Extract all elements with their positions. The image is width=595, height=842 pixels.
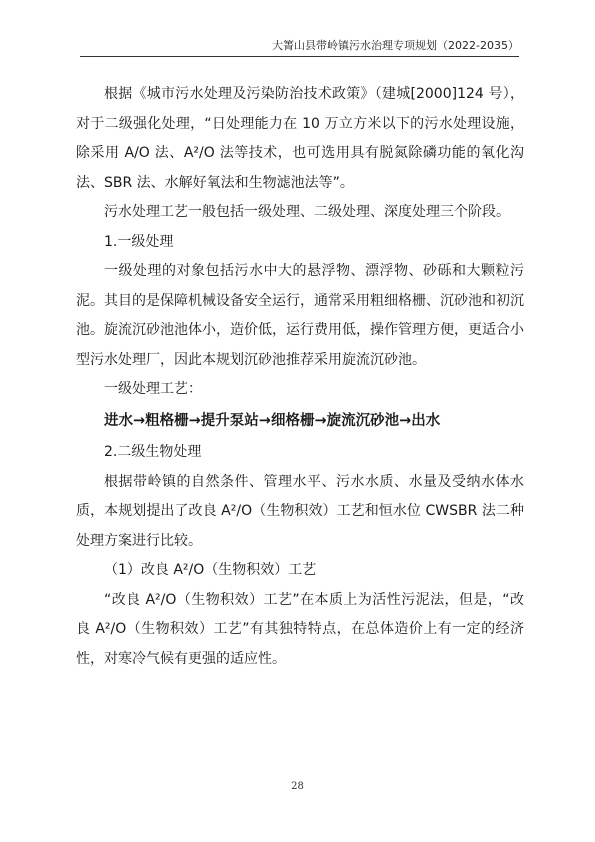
page-header (80, 38, 519, 57)
heading-primary-treatment: 1.一级处理 (104, 233, 174, 250)
header-title: 大箐山县带岭镇污水治理专项规划（2022-2035） (272, 39, 519, 52)
page-number: 28 (291, 781, 304, 792)
heading-a2o-process: （1）改良 A²/O（生物积效）工艺 (104, 562, 317, 578)
paragraph-a2o-process: “改良 A²/O（生物积效）工艺”在本质上为活性污泥法，但是，“改良 A²/O（生物积效）工艺”有其独特特点，在总体造价上有一定的经济性，对寒冷气候有更强的适应性。 (76, 591, 524, 667)
process-flow: 进水→粗格栅→提升泵站→细格栅→旋流沉砂池→出水 (104, 412, 441, 429)
paragraph-stages: 污水处理工艺一般包括一级处理、二级处理、深度处理三个阶段。 (104, 204, 510, 220)
paragraph-primary-treatment: 一级处理的对象包括污水中大的悬浮物、漂浮物、砂砾和大颗粒污泥。其目的是保障机械设备安全运行，通常采用粗细格栅、沉砂池和初沉池。旋流沉砂池池体小，造价低，运行费用低，操作管理方便，更适合小型污水处理厂，因此本规划沉砂池推荐采用旋流沉砂池。 (76, 263, 524, 368)
paragraph-policy: 根据《城市污水处理及污染防治技术政策》（建城[2000]124 号），对于二级强化处理，“日处理能力在 10 万立方米以下的污水处理设施，除采用 A/O 法、A²/O 法等技术，也可选用具有脱氮除磷功能的氧化沟法、SBR 法、水解好氧法和生物滤池法等”。 (76, 86, 524, 191)
paragraph-primary-process-label: 一级处理工艺： (104, 381, 202, 397)
document-body (76, 80, 524, 674)
heading-secondary-treatment: 2.二级生物处理 (104, 444, 202, 460)
paragraph-secondary-treatment: 根据带岭镇的自然条件、管理水平、污水水质、水量及受纳水体水质，本规划提出了改良 A²/O（生物积效）工艺和恒水位 CWSBR 法二种处理方案进行比较。 (76, 473, 524, 549)
